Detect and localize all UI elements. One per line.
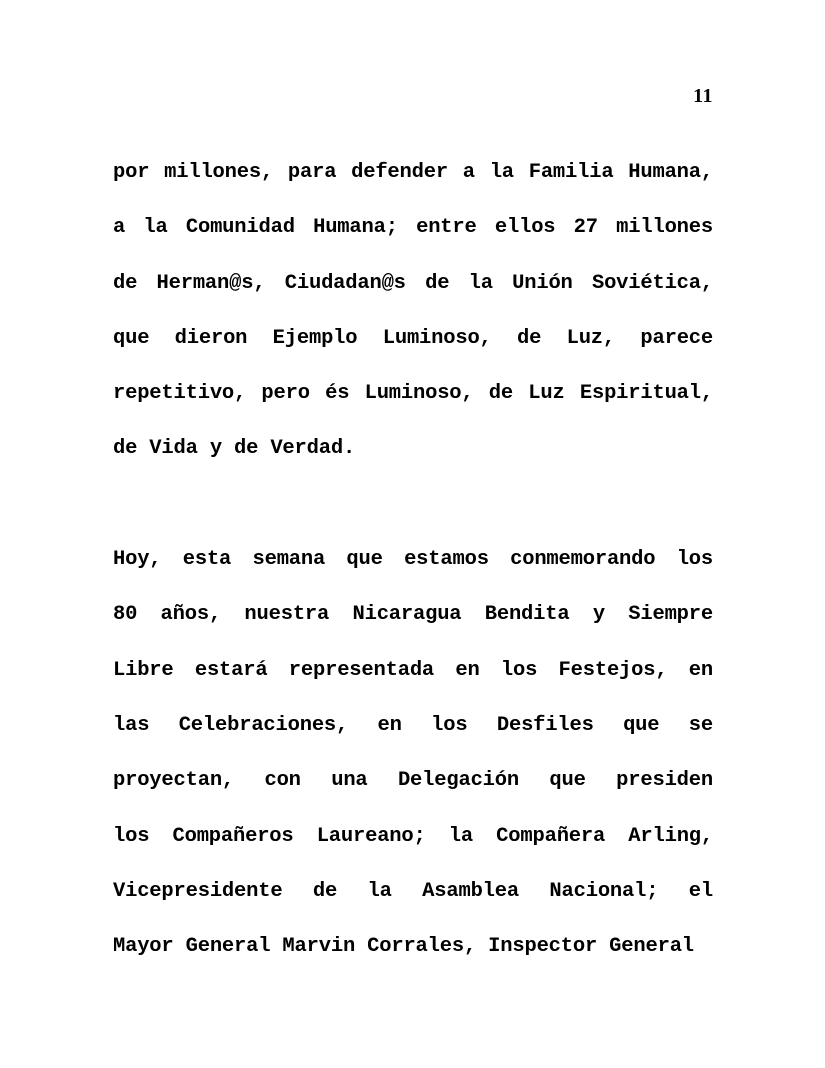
text-line: las Celebraciones, en los Desfiles que se [113, 713, 713, 737]
text-line: Libre estará representada en los Festejos, en [113, 658, 713, 682]
text-line: proyectan, con una Delegación que presiden [113, 769, 713, 793]
document-body [113, 145, 713, 974]
text-line: 80 años, nuestra Nicaragua Bendita y Siempre [113, 603, 713, 627]
text-line: repetitivo, pero és Luminoso, de Luz Espiritual, [113, 382, 713, 406]
text-line: Hoy, esta semana que estamos conmemorando los [113, 548, 713, 572]
text-line: que dieron Ejemplo Luminoso, de Luz, parece [113, 326, 713, 350]
text-line: de Herman@s, Ciudadan@s de la Unión Soviética, [113, 271, 713, 295]
text-line: los Compañeros Laureano; la Compañera Arling, [113, 824, 713, 848]
text-line: a la Comunidad Humana; entre ellos 27 millones [113, 216, 713, 240]
page-number: 11 [693, 85, 713, 107]
text-line: Mayor General Marvin Corrales, Inspector General [113, 935, 694, 959]
text-line: de Vida y de Verdad. [113, 437, 356, 461]
paragraph-2 [113, 532, 713, 974]
text-line: por millones, para defender a la Familia Humana, [113, 161, 713, 184]
paragraph-1 [113, 145, 713, 477]
text-line: Vicepresidente de la Asamblea Nacional; el [113, 879, 713, 903]
